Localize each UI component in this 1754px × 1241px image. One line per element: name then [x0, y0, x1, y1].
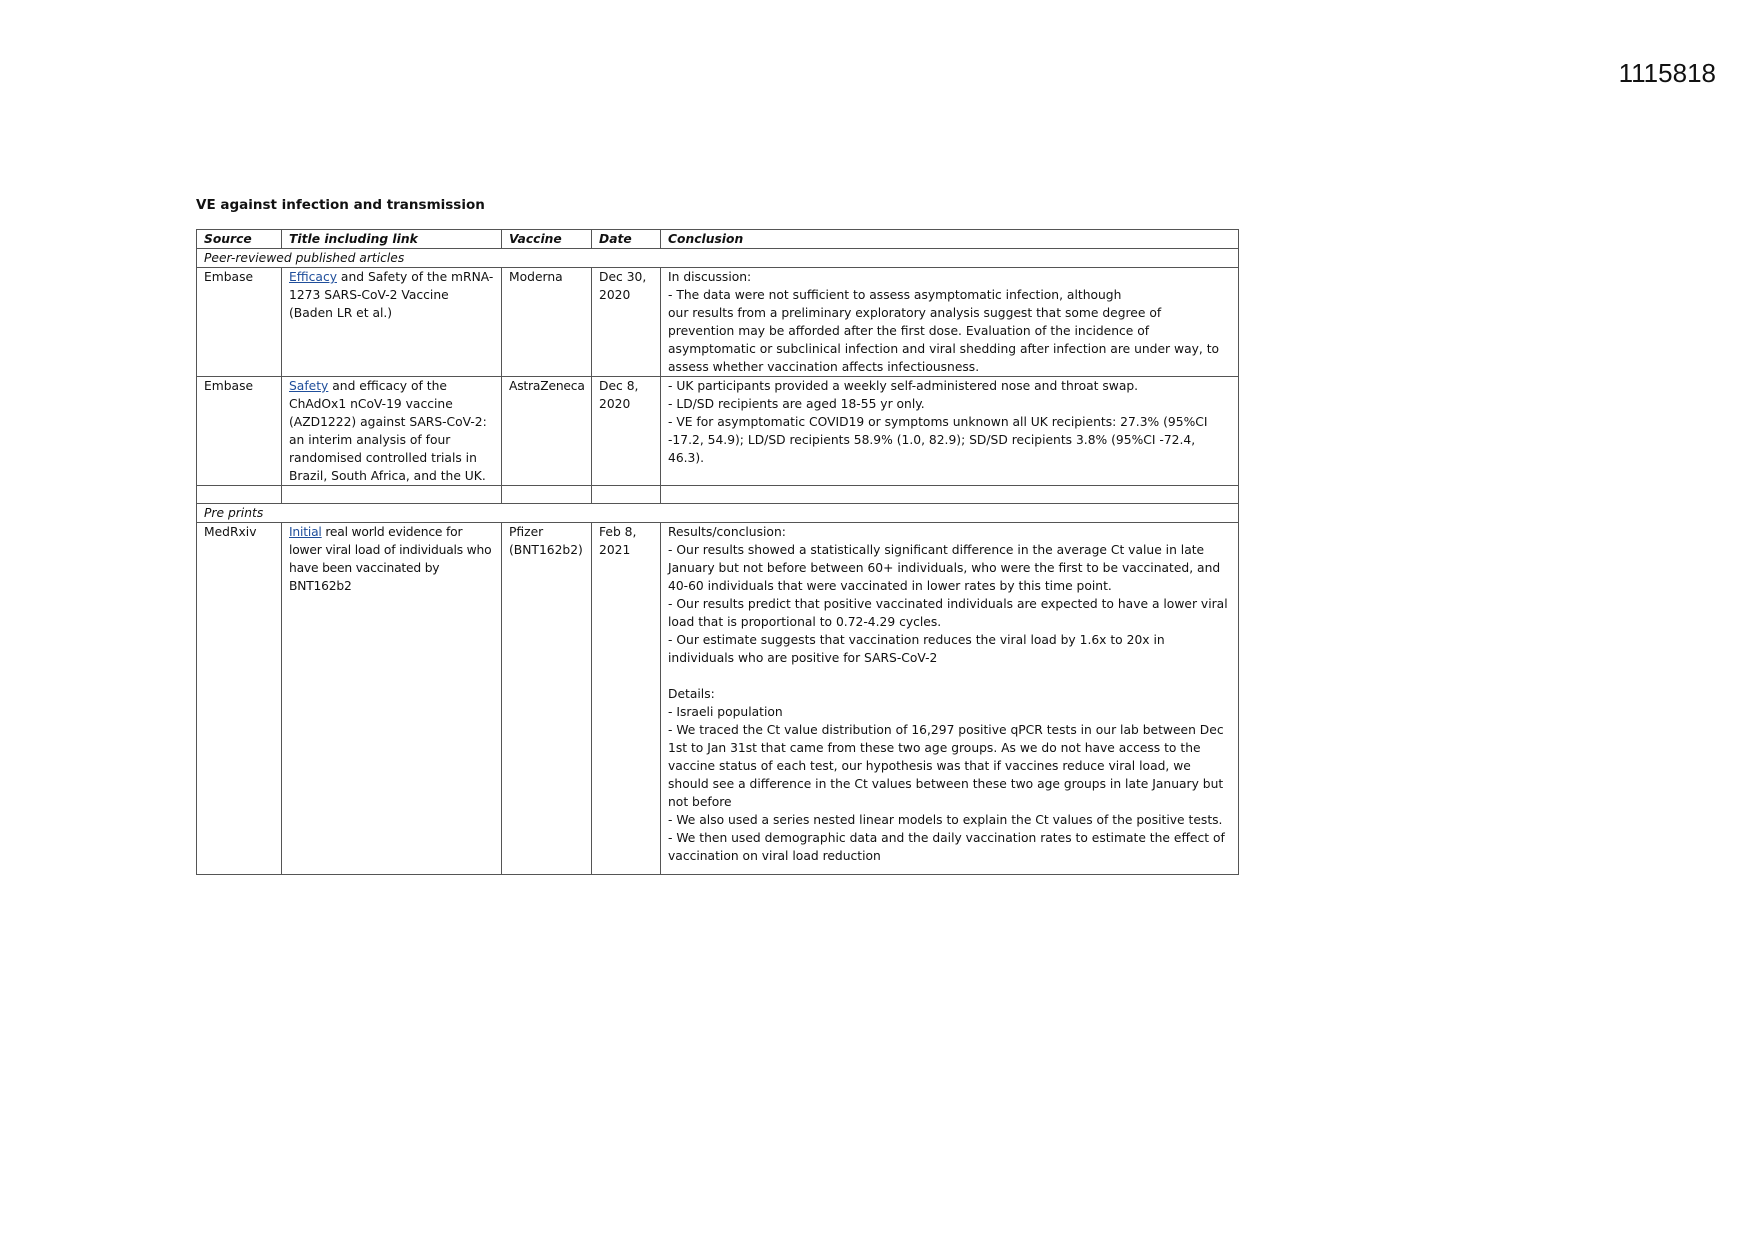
header-source: Source: [197, 230, 282, 249]
conclusion-line: - We then used demographic data and the daily vaccination rates to estimate the effect of vaccination on viral load reduction: [668, 831, 1225, 863]
empty-row: [197, 486, 1239, 504]
cell-source: Embase: [197, 377, 282, 486]
section-title: VE against infection and transmission: [196, 197, 485, 213]
conclusion-line: our results from a preliminary exploratory analysis suggest that some degree of prevention may be afforded after the first dose. Evaluation of the incidence of asymptomatic or subclinical infection and viral shedding after infection are under way, to assess whether vaccination affects infectiousness.: [668, 306, 1220, 374]
empty-cell: [282, 486, 502, 504]
empty-cell: [502, 486, 592, 504]
empty-cell: [592, 486, 661, 504]
conclusion-line: - UK participants provided a weekly self-administered nose and throat swap.: [668, 379, 1139, 393]
title-text: and Safety of the mRNA-1273 SARS-CoV-2 Vaccine (Baden LR et al.): [289, 270, 494, 320]
cell-date: Dec 8, 2020: [592, 377, 661, 486]
conclusion-line: - We also used a series nested linear models to explain the Ct values of the positive tests.: [668, 813, 1223, 827]
cell-source: Embase: [197, 268, 282, 377]
title-text: and efficacy of the ChAdOx1 nCoV-19 vaccine (AZD1222) against SARS-CoV-2: an interim analysis of four randomised controlled trials in Brazil, South Africa, and the UK.: [289, 379, 487, 483]
conclusion-line: - Our results predict that positive vaccinated individuals are expected to have a lower viral load that is proportional to 0.72-4.29 cycles.: [668, 597, 1228, 629]
evidence-table: [196, 229, 1239, 875]
conclusion-line: - LD/SD recipients are aged 18-55 yr only.: [668, 397, 925, 411]
cell-title: [282, 268, 502, 377]
title-text: real world evidence for lower viral load of individuals who have been vaccinated by BNT162b2: [289, 525, 492, 593]
cell-conclusion: [661, 268, 1239, 377]
table-header-row: [197, 230, 1239, 249]
conclusion-line: Details:: [668, 687, 715, 701]
cell-title: [282, 523, 502, 875]
conclusion-line: - Israeli population: [668, 705, 783, 719]
section-label-peer-reviewed: Peer-reviewed published articles: [197, 249, 1239, 268]
table-row: [197, 377, 1239, 486]
cell-vaccine: AstraZeneca: [502, 377, 592, 486]
conclusion-line: - VE for asymptomatic COVID19 or symptoms unknown all UK recipients: 27.3% (95%CI -17.2, 54.9); LD/SD recipients 58.9% (1.0, 82.9); SD/SD recipients 3.8% (95%CI -72.4, 46.3).: [668, 415, 1208, 465]
section-label-preprints: Pre prints: [197, 504, 1239, 523]
conclusion-line: - Our estimate suggests that vaccination reduces the viral load by 1.6x to 20x in individuals who are positive for SARS-CoV-2: [668, 633, 1165, 665]
conclusion-line: - The data were not sufficient to assess asymptomatic infection, although: [668, 288, 1122, 302]
empty-cell: [661, 486, 1239, 504]
table-row: [197, 268, 1239, 377]
header-vaccine: Vaccine: [502, 230, 592, 249]
section-row-preprints: [197, 504, 1239, 523]
paragraph-gap: [668, 865, 1231, 874]
document-id-number: 1115818: [1618, 58, 1716, 88]
conclusion-line: - We traced the Ct value distribution of 16,297 positive qPCR tests in our lab between Dec 1st to Jan 31st that came from these two age groups. As we do not have access to the vaccine status of each test, our hypothesis was that if vaccines reduce viral load, we should see a difference in the Ct values between these two age groups in late January but not before: [668, 723, 1224, 809]
cell-vaccine: Moderna: [502, 268, 592, 377]
article-link[interactable]: Initial: [289, 525, 322, 539]
section-row-peer-reviewed: [197, 249, 1239, 268]
cell-source: MedRxiv: [197, 523, 282, 875]
header-conclusion: Conclusion: [661, 230, 1239, 249]
article-link[interactable]: Efficacy: [289, 270, 337, 284]
table-row: [197, 523, 1239, 875]
conclusion-line: - Our results showed a statistically significant difference in the average Ct value in late January but not before between 60+ individuals, who were the first to be vaccinated, and 40-60 individuals that were vaccinated in lower rates by this time point.: [668, 543, 1221, 593]
cell-date: Feb 8, 2021: [592, 523, 661, 875]
paragraph-gap: [668, 667, 1231, 685]
cell-conclusion: [661, 377, 1239, 486]
article-link[interactable]: Safety: [289, 379, 329, 393]
conclusion-line: In discussion:: [668, 270, 752, 284]
header-title: Title including link: [282, 230, 502, 249]
cell-date: Dec 30, 2020: [592, 268, 661, 377]
header-date: Date: [592, 230, 661, 249]
cell-conclusion: [661, 523, 1239, 875]
cell-title: [282, 377, 502, 486]
conclusion-line: Results/conclusion:: [668, 525, 786, 539]
empty-cell: [197, 486, 282, 504]
cell-vaccine: Pfizer (BNT162b2): [502, 523, 592, 875]
